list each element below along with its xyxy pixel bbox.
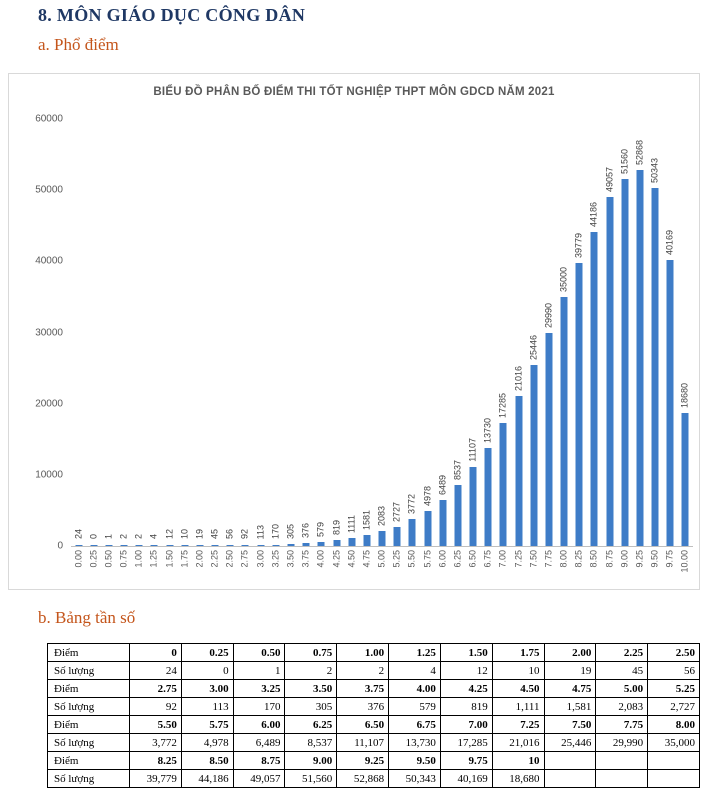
table-cell: 11,107	[337, 734, 389, 752]
table-cell: 6,489	[233, 734, 285, 752]
bar-slot	[192, 119, 207, 568]
bar	[227, 545, 234, 547]
table-cell: 9.25	[337, 752, 389, 770]
table-cell: 5.50	[130, 716, 182, 734]
bar-value-label: 12	[164, 529, 175, 540]
table-cell: 49,057	[233, 770, 285, 788]
bar	[682, 413, 689, 546]
x-tick-label: 2.00	[194, 550, 205, 568]
bar	[151, 545, 158, 547]
bar-slot	[648, 119, 663, 568]
bar-value-label: 45	[209, 529, 220, 540]
bar	[515, 396, 522, 546]
bar-value-label: 8537	[452, 460, 463, 481]
bar-value-label: 1581	[361, 509, 372, 530]
bar-slot	[374, 119, 389, 568]
table-cell: 51,560	[285, 770, 337, 788]
table-cell: 170	[233, 698, 285, 716]
bar-slot	[132, 119, 147, 568]
table-cell: 7.75	[596, 716, 648, 734]
bar	[121, 545, 128, 547]
bar	[606, 197, 613, 546]
table-cell: 7.50	[544, 716, 596, 734]
x-tick-label: 4.00	[315, 550, 326, 568]
x-tick-label: 9.50	[649, 550, 660, 568]
bar-slot	[678, 119, 693, 573]
x-tick-label: 9.75	[664, 550, 675, 568]
bar-value-label: 0	[88, 534, 99, 540]
bar-slot	[101, 119, 116, 568]
table-cell: 9.50	[389, 752, 441, 770]
table-cell: 18,680	[492, 770, 544, 788]
bar-value-label: 2083	[376, 506, 387, 527]
table-cell: 1,111	[492, 698, 544, 716]
bar-slot	[526, 119, 541, 568]
table-cell: 113	[181, 698, 233, 716]
bar-value-label: 305	[285, 523, 296, 539]
bar-slot	[450, 119, 465, 568]
table-cell: 3.25	[233, 680, 285, 698]
bar	[636, 170, 643, 546]
bar-value-label: 44186	[588, 201, 599, 227]
chart-title: BIỂU ĐỒ PHÂN BỐ ĐIỂM THI TỐT NGHIỆP THPT MÔN GDCD NĂM 2021	[153, 86, 555, 98]
x-tick-label: 2.75	[239, 550, 250, 568]
table-cell: 9.75	[440, 752, 492, 770]
bar	[424, 511, 431, 546]
table-row	[48, 662, 700, 680]
x-tick-label: 8.25	[573, 550, 584, 568]
table-cell: 2.75	[130, 680, 182, 698]
table-cell: 2,727	[648, 698, 700, 716]
table-cell: 17,285	[440, 734, 492, 752]
bar-slot	[511, 119, 526, 568]
bar-value-label: 92	[239, 529, 250, 540]
table-cell: 0.25	[181, 644, 233, 662]
bar-value-label: 50343	[649, 157, 660, 183]
x-tick-label: 4.25	[331, 550, 341, 568]
table-cell: 0	[130, 644, 182, 662]
bar-value-label: 579	[315, 521, 326, 537]
table-cell: 4.50	[492, 680, 544, 698]
table-cell: 0.75	[285, 644, 337, 662]
bar	[318, 542, 325, 546]
bar-value-label: 49057	[604, 166, 615, 192]
bar-value-label: 376	[300, 523, 311, 539]
x-tick-label: 7.75	[543, 550, 554, 568]
x-tick-label: 1.50	[164, 550, 175, 568]
table-cell: 40,169	[440, 770, 492, 788]
x-tick-label: 1.00	[133, 550, 144, 568]
bar-slot	[162, 119, 177, 568]
x-tick-label: 8.50	[588, 550, 599, 568]
row-label-cell: Điểm	[48, 716, 130, 734]
chart-y-axis	[9, 113, 65, 552]
bar-slot	[663, 119, 678, 568]
y-tick-label: 50000	[35, 184, 63, 196]
table-cell: 1.50	[440, 644, 492, 662]
table-cell: 3.75	[337, 680, 389, 698]
x-tick-label: 3.50	[285, 550, 296, 568]
bar	[439, 500, 446, 546]
bar-slot	[223, 119, 238, 568]
x-tick-label: 3.00	[255, 550, 266, 568]
bar-slot	[238, 119, 253, 568]
bar-slot	[71, 119, 86, 568]
bar	[576, 263, 583, 546]
bar	[500, 423, 507, 546]
bar	[136, 545, 143, 547]
bar	[667, 260, 674, 546]
table-row	[48, 716, 700, 734]
bar	[652, 188, 659, 546]
bar-slot	[541, 119, 556, 568]
bar-value-label: 2	[133, 534, 144, 540]
y-tick-label: 10000	[35, 469, 63, 481]
bar-slot	[617, 119, 632, 568]
table-cell: 25,446	[544, 734, 596, 752]
bar-value-label: 1111	[346, 515, 357, 534]
bar-value-label: 11107	[467, 438, 478, 462]
bar-value-label: 2727	[391, 501, 402, 522]
table-cell: 3.00	[181, 680, 233, 698]
document-page	[0, 5, 710, 797]
x-tick-label: 2.50	[224, 550, 235, 568]
table-cell: 4	[389, 662, 441, 680]
bar	[333, 540, 340, 546]
table-cell: 8,537	[285, 734, 337, 752]
bar	[90, 545, 97, 547]
chart-plot-area	[71, 119, 693, 573]
bar	[545, 333, 552, 546]
bar	[363, 535, 370, 546]
table-cell: 8.50	[181, 752, 233, 770]
bar-slot	[496, 119, 511, 568]
bar-value-label: 35000	[558, 266, 569, 292]
bar-value-label: 17285	[497, 392, 508, 418]
bar	[379, 531, 386, 546]
bar	[561, 297, 568, 546]
subsection-b-title: b. Bảng tần số	[38, 608, 136, 627]
table-cell: 0.50	[233, 644, 285, 662]
table-cell: 21,016	[492, 734, 544, 752]
bar-slot	[117, 119, 132, 568]
x-tick-label: 6.00	[437, 550, 448, 568]
x-tick-label: 1.75	[179, 550, 190, 568]
table-cell: 1.75	[492, 644, 544, 662]
bar	[105, 545, 112, 547]
x-tick-label: 0.00	[73, 550, 84, 568]
x-tick-label: 5.50	[406, 550, 417, 568]
y-tick-label: 20000	[35, 398, 63, 410]
table-cell: 44,186	[181, 770, 233, 788]
table-cell: 2	[285, 662, 337, 680]
table-cell: 819	[440, 698, 492, 716]
bar	[257, 545, 264, 547]
bar-slot	[314, 119, 329, 568]
row-label-cell: Số lượng	[48, 698, 130, 716]
table-cell: 579	[389, 698, 441, 716]
bar	[409, 519, 416, 546]
x-tick-label: 0.50	[103, 550, 114, 568]
bar-value-label: 21016	[513, 366, 524, 392]
row-label-cell: Điểm	[48, 644, 130, 662]
table-cell: 1,581	[544, 698, 596, 716]
bar-slot	[268, 119, 283, 568]
table-cell: 56	[648, 662, 700, 680]
table-cell: 305	[285, 698, 337, 716]
bar	[470, 467, 477, 546]
table-cell: 376	[337, 698, 389, 716]
table-row	[48, 680, 700, 698]
bar-value-label: 2	[118, 534, 129, 540]
table-cell: 4,978	[181, 734, 233, 752]
x-tick-label: 0.75	[118, 550, 129, 568]
x-tick-label: 6.25	[452, 550, 463, 568]
table-cell: 6.00	[233, 716, 285, 734]
bar-value-label: 56	[224, 529, 235, 540]
table-cell: 19	[544, 662, 596, 680]
table-cell: 4.00	[389, 680, 441, 698]
x-tick-label: 4.50	[346, 550, 357, 568]
bar-value-label: 51560	[619, 149, 630, 175]
bar-value-label: 52868	[634, 139, 645, 165]
table-cell: 8.25	[130, 752, 182, 770]
x-tick-label: 7.50	[528, 550, 539, 568]
table-cell: 24	[130, 662, 182, 680]
bar-slot	[329, 119, 344, 568]
table-cell: 2.00	[544, 644, 596, 662]
table-cell: 92	[130, 698, 182, 716]
row-label-cell: Số lượng	[48, 662, 130, 680]
bar-value-label: 819	[331, 520, 341, 536]
table-cell: 0	[181, 662, 233, 680]
x-tick-label: 7.00	[497, 550, 508, 568]
bar	[166, 545, 173, 547]
bar-value-label: 18680	[679, 383, 690, 409]
bar	[212, 545, 219, 547]
table-cell: 9.00	[285, 752, 337, 770]
bar	[485, 448, 492, 546]
subsection-a-title: a. Phổ điểm	[38, 35, 119, 54]
table-cell: 6.50	[337, 716, 389, 734]
x-tick-label: 6.50	[467, 550, 478, 568]
bar	[287, 544, 294, 546]
table-cell: 6.75	[389, 716, 441, 734]
table-row	[48, 644, 700, 662]
table-cell: 50,343	[389, 770, 441, 788]
row-label-cell: Điểm	[48, 680, 130, 698]
table-cell: 3.50	[285, 680, 337, 698]
x-tick-label: 9.00	[619, 550, 630, 568]
table-cell: 1	[233, 662, 285, 680]
table-cell: 2	[337, 662, 389, 680]
bar-slot	[465, 119, 480, 568]
bar-value-label: 13730	[482, 418, 493, 444]
table-cell: 8.75	[233, 752, 285, 770]
bar	[348, 538, 355, 546]
bar-value-label: 4978	[422, 485, 433, 506]
bar	[454, 485, 461, 546]
x-tick-label: 8.75	[604, 550, 615, 568]
x-tick-label: 7.25	[513, 550, 524, 568]
table-row	[48, 734, 700, 752]
table-cell	[544, 770, 596, 788]
table-row	[48, 752, 700, 770]
bar-slot	[147, 119, 162, 568]
table-cell: 45	[596, 662, 648, 680]
table-cell: 4.25	[440, 680, 492, 698]
bar-value-label: 113	[255, 525, 266, 540]
bar-value-label: 4	[148, 534, 159, 540]
table-cell	[596, 770, 648, 788]
table-cell: 7.25	[492, 716, 544, 734]
bar	[181, 545, 188, 547]
y-tick-label: 60000	[35, 113, 63, 125]
table-cell: 4.75	[544, 680, 596, 698]
bar-slot	[359, 119, 374, 568]
bar-value-label: 10	[179, 529, 190, 540]
bar-slot	[390, 119, 405, 568]
table-cell: 1.00	[337, 644, 389, 662]
frequency-table	[47, 643, 700, 788]
bar-slot	[572, 119, 587, 568]
bar-slot	[344, 119, 359, 568]
bar-value-label: 29990	[543, 302, 554, 328]
bar	[196, 545, 203, 547]
bar-slot	[86, 119, 101, 568]
bar-value-label: 1	[103, 534, 114, 540]
bar-value-label: 24	[73, 529, 84, 540]
bar	[591, 232, 598, 546]
table-cell: 35,000	[648, 734, 700, 752]
table-cell: 2.50	[648, 644, 700, 662]
bar-value-label: 40169	[664, 230, 675, 256]
table-cell: 6.25	[285, 716, 337, 734]
row-label-cell: Số lượng	[48, 770, 130, 788]
table-cell	[648, 770, 700, 788]
table-cell: 29,990	[596, 734, 648, 752]
x-tick-label: 5.75	[422, 550, 433, 568]
bar-value-label: 39779	[573, 232, 584, 258]
x-tick-label: 4.75	[361, 550, 372, 568]
score-distribution-chart	[8, 73, 700, 590]
bar-value-label: 25446	[528, 334, 539, 360]
table-cell	[544, 752, 596, 770]
frequency-table-body	[48, 644, 700, 788]
x-tick-label: 10.00	[679, 550, 690, 573]
bar-slot	[208, 119, 223, 568]
table-cell: 2.25	[596, 644, 648, 662]
table-cell: 7.00	[440, 716, 492, 734]
bar-slot	[435, 119, 450, 568]
bar-slot	[602, 119, 617, 568]
x-tick-label: 8.00	[558, 550, 569, 568]
x-tick-label: 5.25	[391, 550, 402, 568]
table-cell: 10	[492, 662, 544, 680]
bar-slot	[405, 119, 420, 568]
bar-slot	[253, 119, 268, 568]
table-cell: 3,772	[130, 734, 182, 752]
table-row	[48, 770, 700, 788]
bar-value-label: 170	[270, 524, 281, 540]
table-row	[48, 698, 700, 716]
row-label-cell: Điểm	[48, 752, 130, 770]
y-tick-label: 30000	[35, 327, 63, 338]
bar-slot	[299, 119, 314, 568]
table-cell: 52,868	[337, 770, 389, 788]
bar	[530, 365, 537, 546]
bar	[75, 545, 82, 547]
x-tick-label: 3.75	[300, 550, 311, 568]
bar	[394, 527, 401, 546]
table-cell: 5.75	[181, 716, 233, 734]
x-tick-label: 6.75	[482, 550, 493, 568]
bar	[272, 545, 279, 547]
x-tick-label: 1.25	[148, 550, 159, 568]
x-tick-label: 3.25	[270, 550, 281, 568]
bar-slot	[177, 119, 192, 568]
x-tick-label: 9.25	[634, 550, 645, 568]
bar-slot	[283, 119, 298, 568]
y-tick-label: 40000	[35, 255, 63, 267]
section-title: 8. MÔN GIÁO DỤC CÔNG DÂN	[38, 5, 306, 25]
bar-value-label: 6489	[437, 474, 448, 495]
bar	[242, 545, 249, 547]
x-tick-label: 5.00	[376, 550, 387, 568]
table-cell	[648, 752, 700, 770]
table-cell: 12	[440, 662, 492, 680]
table-cell: 39,779	[130, 770, 182, 788]
bar-slot	[557, 119, 572, 568]
table-cell: 13,730	[389, 734, 441, 752]
table-cell: 1.25	[389, 644, 441, 662]
bar	[303, 543, 310, 546]
bar-value-label: 3772	[406, 494, 417, 515]
row-label-cell: Số lượng	[48, 734, 130, 752]
table-cell: 10	[492, 752, 544, 770]
bar-slot	[481, 119, 496, 568]
table-cell: 5.25	[648, 680, 700, 698]
bar-slot	[632, 119, 647, 568]
table-cell: 8.00	[648, 716, 700, 734]
x-tick-label: 2.25	[209, 550, 220, 568]
bar-value-label: 19	[194, 529, 205, 540]
table-cell: 2,083	[596, 698, 648, 716]
table-cell	[596, 752, 648, 770]
table-cell: 5.00	[596, 680, 648, 698]
bar	[621, 179, 628, 546]
bar-slot	[420, 119, 435, 568]
bar-slot	[587, 119, 602, 568]
x-tick-label: 0.25	[88, 550, 99, 568]
y-tick-label: 0	[57, 540, 63, 552]
